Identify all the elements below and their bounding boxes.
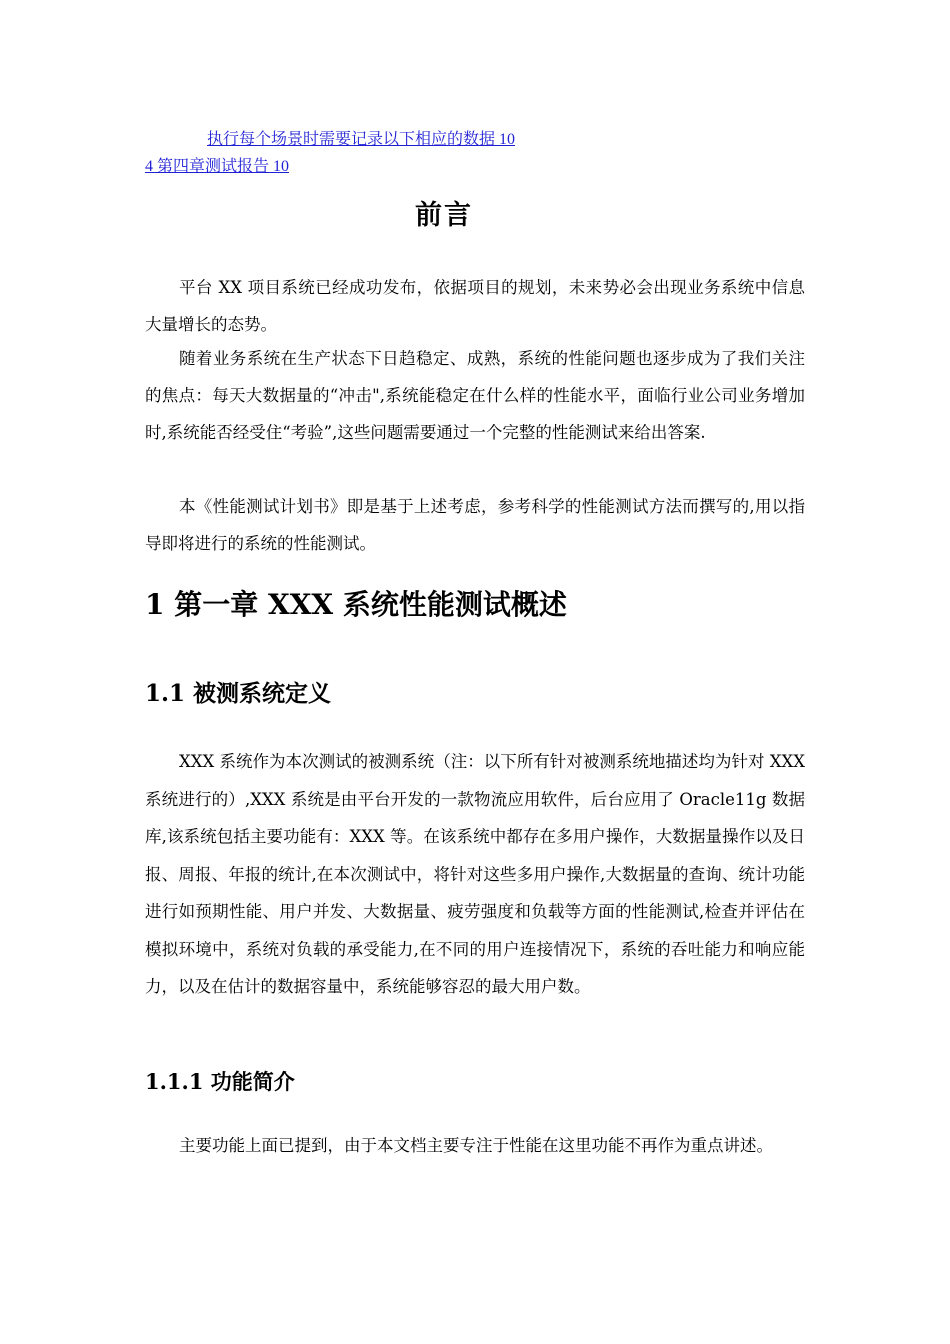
- section-1-1-1-paragraph: 主要功能上面已提到，由于本文档主要专注于性能在这里功能不再作为重点讲述。: [179, 1136, 773, 1155]
- section-1-1-paragraph: XXX 系统作为本次测试的被测系统（注：以下所有针对被测系统地描述均为针对 XXX 系统进行的）,XXX 系统是由平台开发的一款物流应用软件，后台应用了 Oracle11g 数据库,该系统包括主要功能有：XXX 等。在该系统中都存在多用户操作，大数据量操作以及日报、周报、年报的统计,在本次测试中，将针对这些多用户操作,大数据量的查询、统计功能进行如预期性能、用户并发、大数据量、疲劳强度和负载等方面的性能测试,检查并评估在模拟环境中，系统对负载的承受能力,在不同的用户连接情况下，系统的吞吐能力和响应能力，以及在估计的数据容量中，系统能够容忍的最大用户数。: [145, 752, 805, 996]
- preface-paragraph-1: 平台 XX 项目系统已经成功发布，依据项目的规划，未来势必会出现业务系统中信息大量增长的态势。: [145, 278, 805, 334]
- section-1-1-1-heading: 1.1.1 功能简介: [145, 1069, 295, 1094]
- preface-paragraph-3: 本《性能测试计划书》即是基于上述考虑，参考科学的性能测试方法而撰写的,用以指导即将进行的系统的性能测试。: [145, 497, 805, 553]
- chapter-1-heading: 1 第一章 XXX 系统性能测试概述: [145, 588, 567, 621]
- section-1-1-heading: 1.1 被测系统定义: [145, 680, 332, 707]
- toc-link-record-data[interactable]: 执行每个场景时需要记录以下相应的数据 10: [207, 131, 516, 148]
- preface-title: 前言: [415, 200, 473, 231]
- toc-link-chapter-4[interactable]: 4 第四章测试报告 10: [145, 158, 290, 175]
- preface-paragraph-2: 随着业务系统在生产状态下日趋稳定、成熟，系统的性能问题也逐步成为了我们关注的焦点：每天大数据量的“冲击",系统能稳定在什么样的性能水平，面临行业公司业务增加时,系统能否经受住“考验”,这些问题需要通过一个完整的性能测试来给出答案.: [145, 349, 805, 442]
